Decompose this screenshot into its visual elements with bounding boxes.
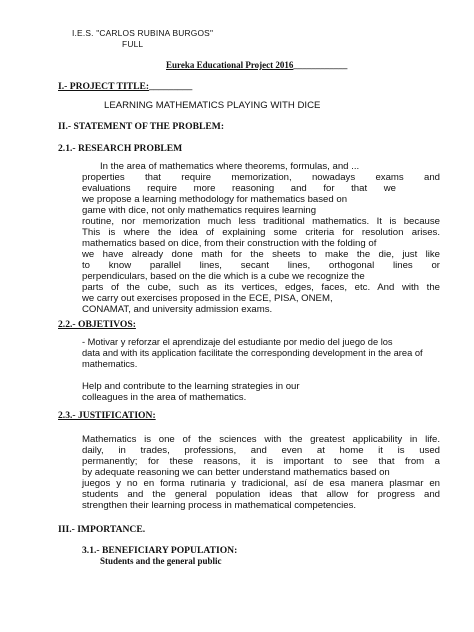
paragraph-line: This is where the idea of explaining some criteria for resolution arises. [82, 227, 440, 238]
paragraph-line: mathematics based on dice, from their construction with the folding of [82, 238, 377, 249]
paragraph-line: routine, nor memorization much less traditional mathematics. It is because [82, 216, 440, 227]
paragraph-line: permanently; for these reasons, it is important to see that from a [82, 456, 440, 467]
paragraph-line: students and the general population ideas that allow for progress and [82, 489, 440, 500]
paragraph-line: we carry out exercises proposed in the ECE, PISA, ONEM, [82, 293, 333, 304]
paragraph-line: evaluations require more reasoning and for that we [82, 183, 396, 194]
school-full-label: FULL [122, 39, 144, 49]
school-name: I.E.S. "CARLOS RUBINA BURGOS" [72, 28, 214, 38]
paragraph-line: to know parallel lines, secant lines, orthogonal lines or [82, 260, 440, 271]
paragraph-line: data and with its application facilitate the corresponding development in the area of [82, 348, 423, 358]
section-1-heading [58, 81, 192, 92]
paragraph-line: CONAMAT, and university admission exams. [82, 304, 273, 315]
section-2-heading: II.- STATEMENT OF THE PROBLEM: [58, 121, 225, 132]
paragraph-line: perpendiculars, based on the die which is a cube we recognize the [82, 271, 365, 282]
paragraph-line: Mathematics is one of the sciences with the greatest applicability in life. [82, 434, 440, 445]
section-1-title: I.- PROJECT TITLE: [58, 81, 150, 92]
section-3-1-heading: 3.1.- BENEFICIARY POPULATION: [82, 545, 238, 556]
paragraph-line: mathematics. [82, 359, 138, 369]
project-name-text: Eureka Educational Project 2016 [166, 60, 294, 70]
paragraph-line: properties that require memorization, nowadays exams and [82, 172, 440, 183]
paragraph-line: - Motivar y reforzar el aprendizaje del estudiante por medio del juego de los [82, 337, 393, 347]
paragraph-line: we propose a learning methodology for mathematics based on [82, 194, 348, 205]
section-2-3-heading: 2.3.- JUSTIFICATION: [58, 410, 156, 421]
project-title-text: LEARNING MATHEMATICS PLAYING WITH DICE [104, 100, 321, 111]
beneficiary-text: Students and the general public [100, 556, 222, 566]
paragraph-line: daily, in trades, professions, and even at home it is used [82, 445, 440, 456]
paragraph-line: juegos y no en forma rutinaria y tradicional, así de esa manera plasmar en [82, 478, 440, 489]
paragraph-line: by adequate reasoning we can better understand mathematics based on [82, 467, 390, 478]
paragraph-line: Help and contribute to the learning strategies in our [82, 381, 300, 392]
project-name [166, 60, 347, 70]
paragraph-line: colleagues in the area of mathematics. [82, 392, 247, 403]
paragraph-line: we have already done math for the sheets to make the die, just like [82, 249, 440, 260]
project-name-blank: ____________ [293, 60, 348, 70]
paragraph-line: game with dice, not only mathematics requires learning [82, 205, 317, 216]
section-2-2-heading: 2.2.- OBJETIVOS: [58, 319, 136, 330]
section-3-heading: III.- IMPORTANCE. [58, 524, 146, 535]
paragraph-line: strengthen their learning process in mathematical competencies. [82, 500, 357, 511]
paragraph-line: In the area of mathematics where theorems, formulas, and ... [100, 161, 360, 172]
paragraph-line: parts of the cube, such as its vertices, edges, faces, etc. And with the [82, 282, 440, 293]
section-1-blank: _________ [149, 81, 193, 92]
section-2-1-heading: 2.1.- RESEARCH PROBLEM [58, 143, 183, 154]
